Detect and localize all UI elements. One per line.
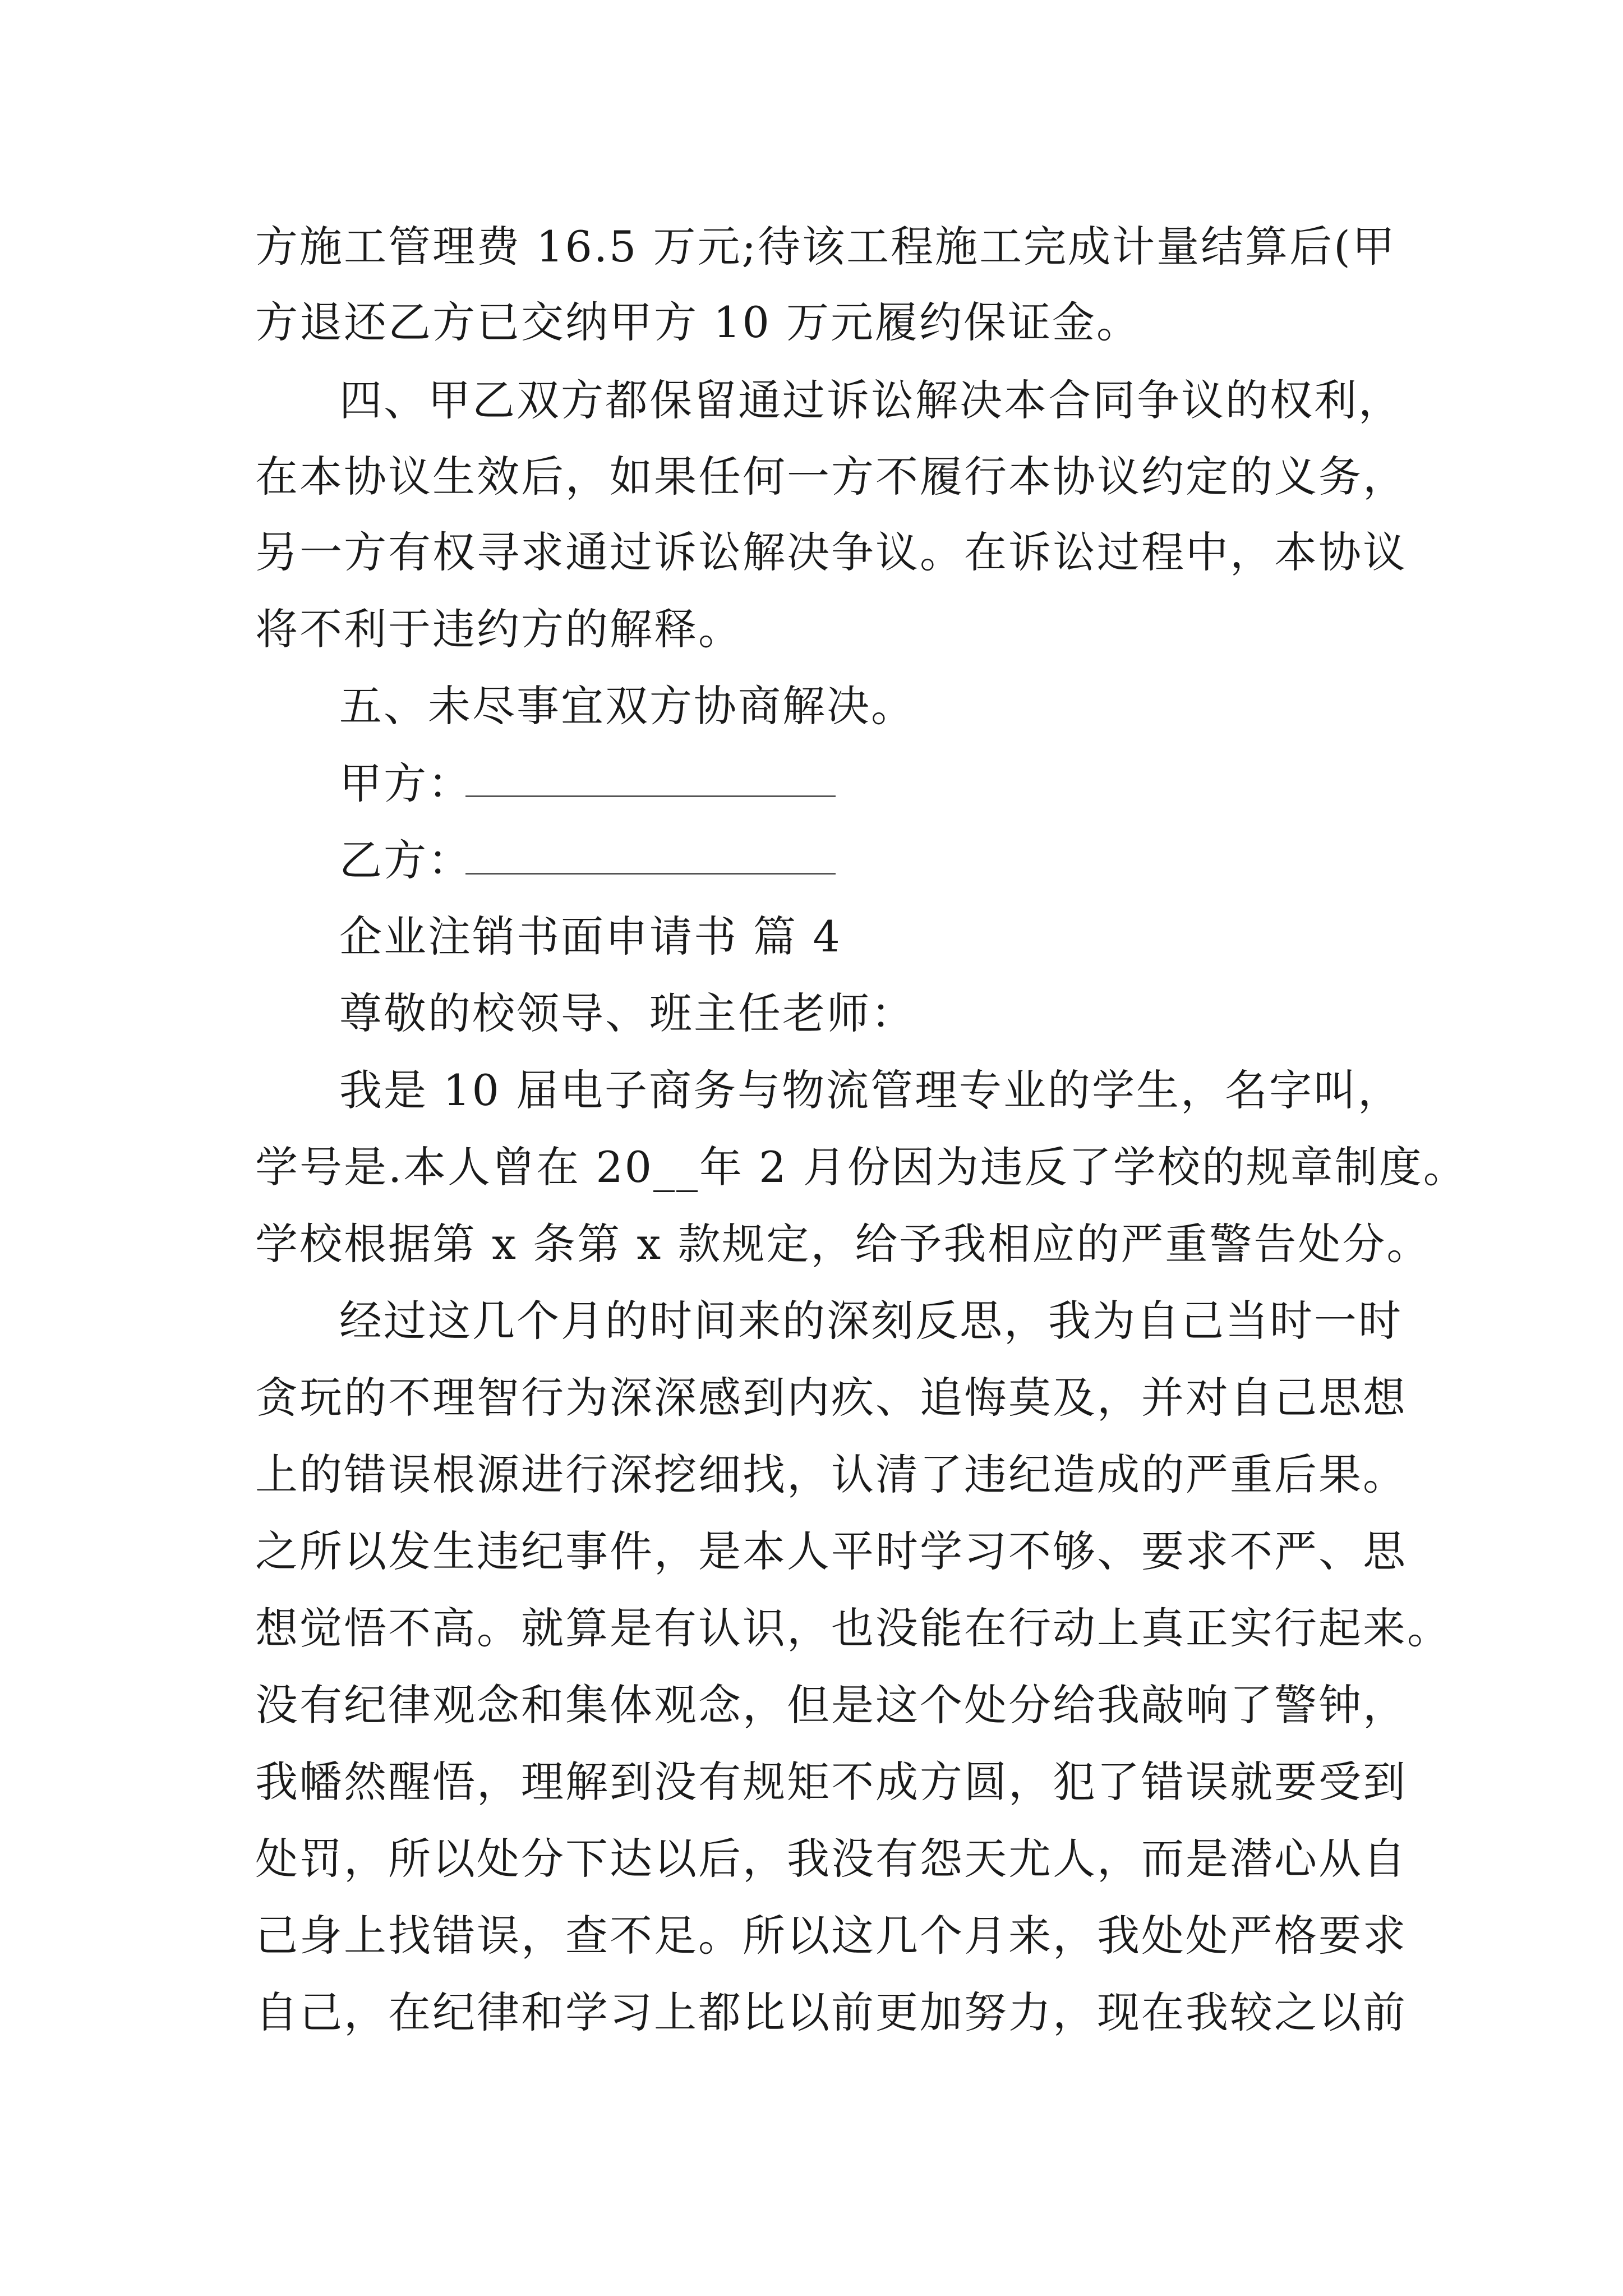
party-a-label: 甲方： [339, 758, 472, 808]
text-line: 己身上找错误，查不足。所以这几个月来，我处处严格要求 [255, 1911, 1407, 1961]
text-line: 学校根据第 x 条第 x 款规定，给予我相应的严重警告处分。 [255, 1219, 1431, 1269]
text-line: 处罚，所以处分下达以后，我没有怨天尤人，而是潜心从自 [255, 1834, 1407, 1884]
text-line: 自己，在纪律和学习上都比以前更加努力，现在我较之以前 [255, 1987, 1407, 2037]
paragraph-start-line: 五、未尽事宜双方协商解决。 [339, 681, 915, 731]
text-line: 上的错误根源进行深挖细找，认清了违纪造成的严重后果。 [255, 1450, 1407, 1499]
text-line: 方施工管理费 16.5 万元;待该工程施工完成计量结算后(甲 [255, 222, 1396, 272]
text-line: 贪玩的不理智行为深深感到内疚、追悔莫及，并对自己思想 [255, 1373, 1407, 1423]
text-line: 没有纪律观念和集体观念，但是这个处分给我敲响了警钟， [255, 1680, 1407, 1730]
text-line: 我幡然醒悟，理解到没有规矩不成方圆，犯了错误就要受到 [255, 1757, 1407, 1807]
text-line: 想觉悟不高。就算是有认识，也没能在行动上真正实行起来。 [255, 1603, 1451, 1653]
text-line: 方退还乙方已交纳甲方 10 万元履约保证金。 [255, 297, 1141, 347]
party-b-label: 乙方： [339, 835, 472, 885]
text-line: 之所以发生违纪事件，是本人平时学习不够、要求不严、思 [255, 1526, 1407, 1576]
paragraph-start-line: 四、甲乙双方都保留通过诉讼解决本合同争议的权利， [339, 375, 1403, 425]
text-line: 在本协议生效后，如果任何一方不履行本协议约定的义务， [255, 452, 1407, 501]
text-line: 将不利于违约方的解释。 [255, 604, 743, 654]
text-line: 学号是.本人曾在 20__年 2 月份因为违反了学校的规章制度。 [255, 1142, 1468, 1192]
paragraph-start-line: 我是 10 届电子商务与物流管理专业的学生，名字叫， [339, 1065, 1403, 1115]
salutation: 尊敬的校领导、班主任老师： [339, 988, 915, 1038]
party-a-signature-line [465, 795, 836, 797]
section-heading: 企业注销书面申请书 篇 4 [339, 912, 842, 961]
text-line: 另一方有权寻求通过诉讼解决争议。在诉讼过程中，本协议 [255, 527, 1407, 577]
paragraph-start-line: 经过这几个月的时间来的深刻反思，我为自己当时一时 [339, 1296, 1403, 1346]
party-b-signature-line [465, 873, 836, 875]
